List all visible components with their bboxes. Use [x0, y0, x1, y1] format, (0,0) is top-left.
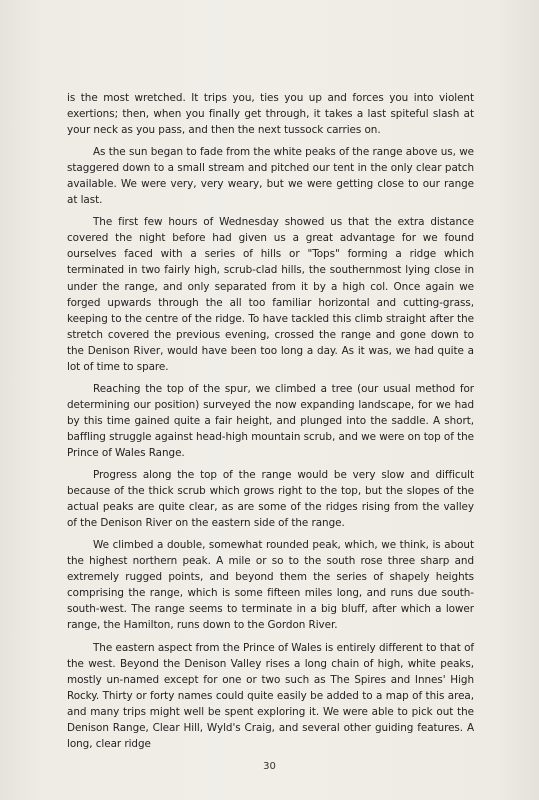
- paragraph-4: Reaching the top of the spur, we climbed a tree (our usual method for determining our position) surveyed the now expanding landscape, for we had by this time gained quite a fair height, and plunged into the saddle. A short, baffling struggle against head-high mountain scrub, and we were on top of the Prince of Wales Range.: [67, 382, 474, 459]
- body-text: [67, 90, 474, 758]
- paragraph-5: Progress along the top of the range would be very slow and difficult because of the thick scrub which grows right to the top, but the slopes of the actual peaks are quite clear, as are some of the ridges rising from the valley of the Denison River on the eastern side of the range.: [67, 469, 474, 530]
- page-number: 30: [263, 761, 276, 772]
- paragraph-3: The first few hours of Wednesday showed us that the extra distance covered the night before had given us a great advantage for we found ourselves faced with a series of hills or "Tops" forming a ridge which terminated in two fairly high, scrub-clad hills, the southernmost lying close in under the range, and only separated from it by a high col. Once again we forged upwards through the all too familiar horizontal and cutting-grass, keeping to the centre of the ridge. To have tackled this climb straight after the stretch covered the previous evening, crossed the range and gone down to the Denison River, would have been too long a day. As it was, we had quite a lot of time to spare.: [67, 216, 474, 373]
- paragraph-7: The eastern aspect from the Prince of Wales is entirely different to that of the west. Beyond the Denison Valley rises a long chain of high, white peaks, mostly un-named except for one or two such as The Spires and Innes' High Rocky. Thirty or forty names could quite easily be added to a map of this area, and many trips might well be spent exploring it. We were able to pick out the Denison Range, Clear Hill, Wyld's Craig, and several other guiding features. A long, clear ridge: [67, 641, 474, 750]
- paragraph-6: We climbed a double, somewhat rounded peak, which, we think, is about the highest northern peak. A mile or so to the south rose three sharp and extremely rugged points, and beyond them the series of shapely heights comprising the range, which is some fifteen miles long, and runs due south-south-west. The range seems to terminate in a big bluff, after which a lower range, the Hamilton, runs down to the Gordon River.: [67, 539, 474, 632]
- paragraph-2: As the sun began to fade from the white peaks of the range above us, we staggered down to a small stream and pitched our tent in the only clear patch available. We were very, very weary, but we were getting close to our range at last.: [67, 146, 474, 207]
- paragraph-1: is the most wretched. It trips you, ties you up and forces you into violent exertions; then, when you finally get through, it takes a last spiteful slash at your neck as you pass, and then the next tussock carries on.: [67, 92, 474, 137]
